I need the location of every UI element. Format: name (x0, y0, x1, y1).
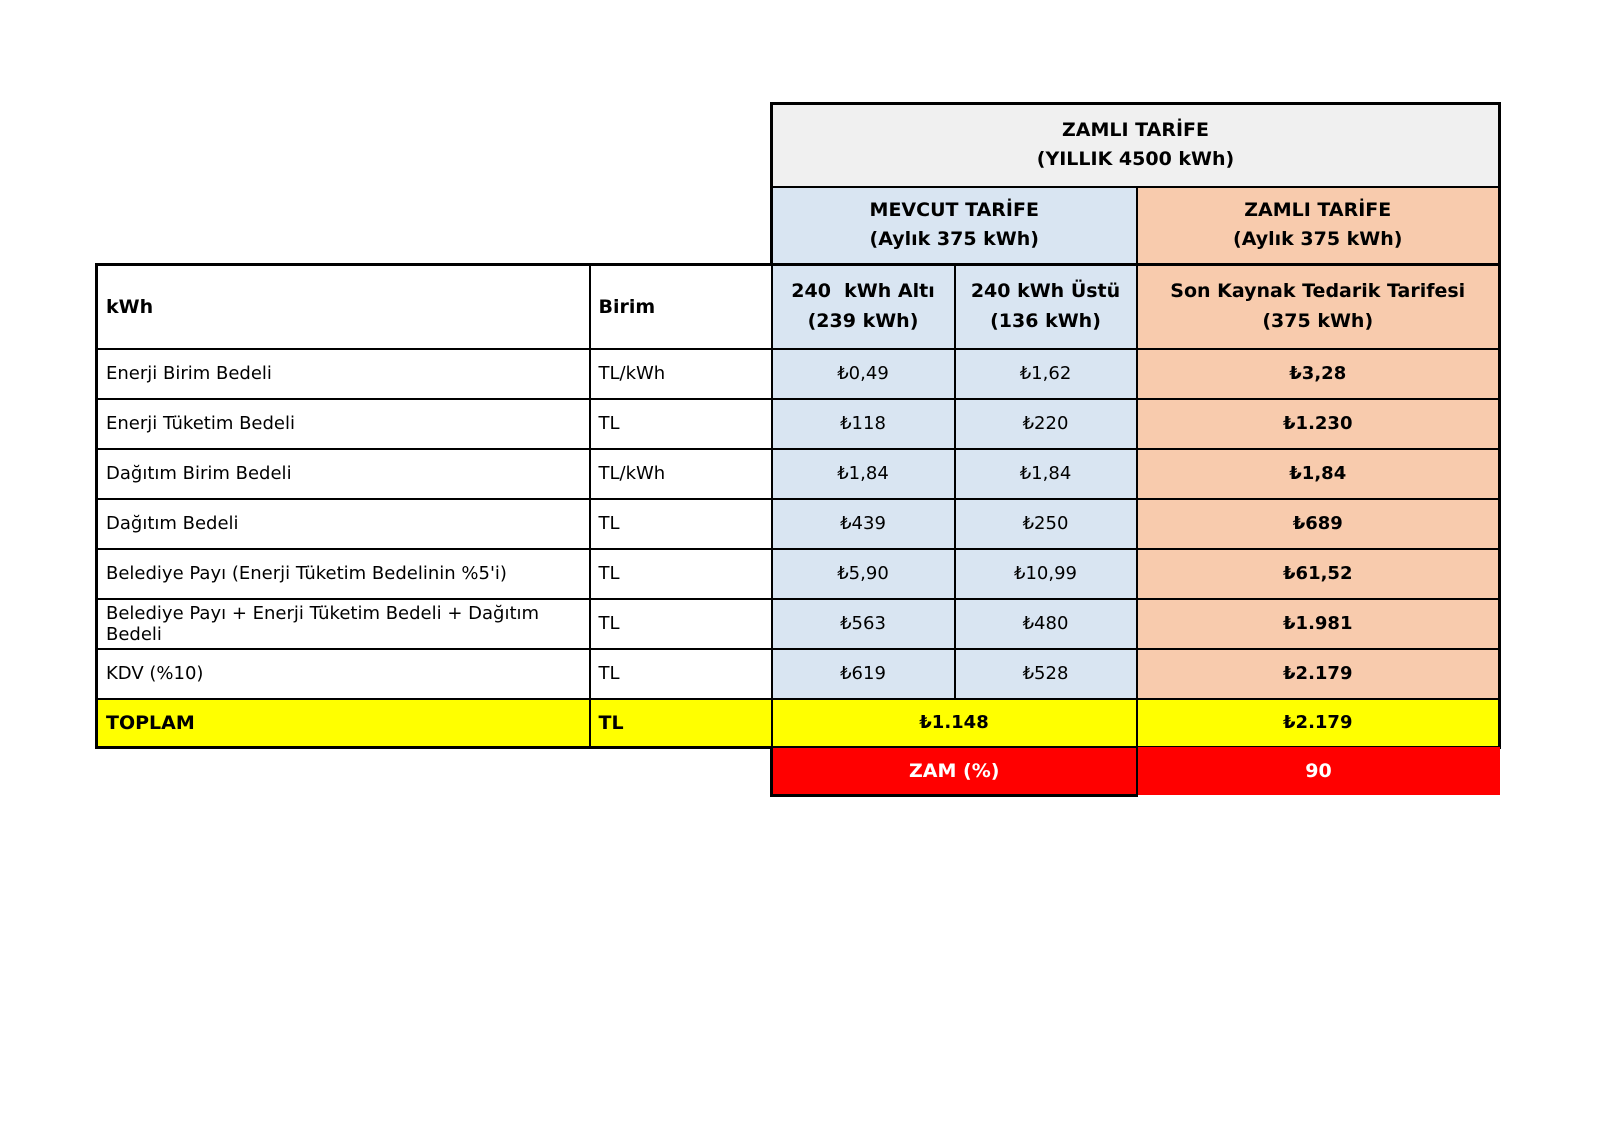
table-row-belediye-enerji-dagitim-toplami (97, 599, 1500, 649)
mevcut-ustu-value-cell: ₺1,84 (955, 449, 1137, 499)
column-header-row (97, 265, 1500, 349)
toplam-label-cell: TOPLAM (97, 699, 590, 748)
row-unit-cell: TL (590, 599, 772, 649)
row-unit-cell: TL/kWh (590, 349, 772, 399)
alti-column-header (772, 265, 955, 349)
row-unit-cell: TL (590, 499, 772, 549)
toplam-mevcut-value-cell: ₺1.148 (772, 699, 1137, 748)
son-kaynak-column-header (1137, 265, 1500, 349)
table-row-zam (772, 747, 1500, 795)
zamli-value-cell: ₺1.230 (1137, 399, 1500, 449)
table-row-dagitim-birim-bedeli (97, 449, 1500, 499)
alti-header-line2: (239 kWh) (807, 309, 919, 332)
mevcut-ustu-value-cell: ₺1,62 (955, 349, 1137, 399)
table-row-enerji-tuketim-bedeli (97, 399, 1500, 449)
tariff-header-table (770, 102, 1501, 266)
zamli-value-cell: ₺3,28 (1137, 349, 1500, 399)
zam-label-cell: ZAM (%) (772, 747, 1137, 795)
table-row-belediye-payi (97, 549, 1500, 599)
ustu-header-line1: 240 kWh Üstü (970, 280, 1121, 303)
zamli-value-cell: ₺61,52 (1137, 549, 1500, 599)
zam-percentage-table (770, 746, 1500, 797)
row-label-cell: KDV (%10) (97, 649, 590, 699)
mevcut-ustu-value-cell: ₺10,99 (955, 549, 1137, 599)
zamli-value-cell: ₺1,84 (1137, 449, 1500, 499)
row-unit-cell: TL (590, 549, 772, 599)
zamli-tarife-subtitle: (Aylık 375 kWh) (1233, 228, 1403, 251)
mevcut-tarife-title: MEVCUT TARİFE (869, 198, 1039, 221)
ustu-column-header (955, 265, 1137, 349)
kwh-column-header: kWh (97, 265, 590, 349)
alti-header-line1: 240 kWh Altı (791, 280, 935, 303)
mevcut-ustu-value-cell: ₺220 (955, 399, 1137, 449)
zamli-value-cell: ₺1.981 (1137, 599, 1500, 649)
mevcut-alti-value-cell: ₺118 (772, 399, 955, 449)
son-kaynak-header-line1: Son Kaynak Tedarik Tarifesi (1170, 280, 1466, 303)
mevcut-alti-value-cell: ₺5,90 (772, 549, 955, 599)
zamli-tarife-title: ZAMLI TARİFE (1244, 198, 1392, 221)
row-label-cell: Dağıtım Bedeli (97, 499, 590, 549)
birim-column-header: Birim (590, 265, 772, 349)
mevcut-ustu-value-cell: ₺480 (955, 599, 1137, 649)
mevcut-alti-value-cell: ₺563 (772, 599, 955, 649)
mevcut-alti-value-cell: ₺0,49 (772, 349, 955, 399)
row-unit-cell: TL (590, 399, 772, 449)
zamli-yillik-subtitle: (YILLIK 4500 kWh) (1036, 148, 1235, 171)
zamli-value-cell: ₺689 (1137, 499, 1500, 549)
tariff-main-table (95, 263, 1501, 749)
mevcut-ustu-value-cell: ₺528 (955, 649, 1137, 699)
row-unit-cell: TL (590, 649, 772, 699)
toplam-unit-cell: TL (590, 699, 772, 748)
mevcut-alti-value-cell: ₺439 (772, 499, 955, 549)
zamli-value-cell: ₺2.179 (1137, 649, 1500, 699)
ustu-header-line2: (136 kWh) (990, 309, 1101, 332)
row-unit-cell: TL/kWh (590, 449, 772, 499)
mevcut-tarife-subtitle: (Aylık 375 kWh) (869, 228, 1039, 251)
table-row-dagitim-bedeli (97, 499, 1500, 549)
row-label-cell: Belediye Payı (Enerji Tüketim Bedelinin %5'i) (97, 549, 590, 599)
mevcut-alti-value-cell: ₺1,84 (772, 449, 955, 499)
mevcut-tarife-header-cell (772, 187, 1137, 265)
zam-value-cell: 90 (1137, 747, 1500, 795)
toplam-zamli-value-cell: ₺2.179 (1137, 699, 1500, 748)
zamli-tarife-header-cell (1137, 187, 1500, 265)
table-row-enerji-birim-bedeli (97, 349, 1500, 399)
zamli-yillik-header-cell (772, 104, 1500, 187)
mevcut-ustu-value-cell: ₺250 (955, 499, 1137, 549)
row-label-cell: Dağıtım Birim Bedeli (97, 449, 590, 499)
row-label-cell: Enerji Birim Bedeli (97, 349, 590, 399)
table-row-toplam (97, 699, 1500, 748)
mevcut-alti-value-cell: ₺619 (772, 649, 955, 699)
row-label-cell: Belediye Payı + Enerji Tüketim Bedeli + Dağıtım Bedeli (97, 599, 590, 649)
row-label-cell: Enerji Tüketim Bedeli (97, 399, 590, 449)
table-row-kdv (97, 649, 1500, 699)
son-kaynak-header-line2: (375 kWh) (1262, 309, 1374, 332)
zamli-yillik-title: ZAMLI TARİFE (1061, 118, 1210, 141)
